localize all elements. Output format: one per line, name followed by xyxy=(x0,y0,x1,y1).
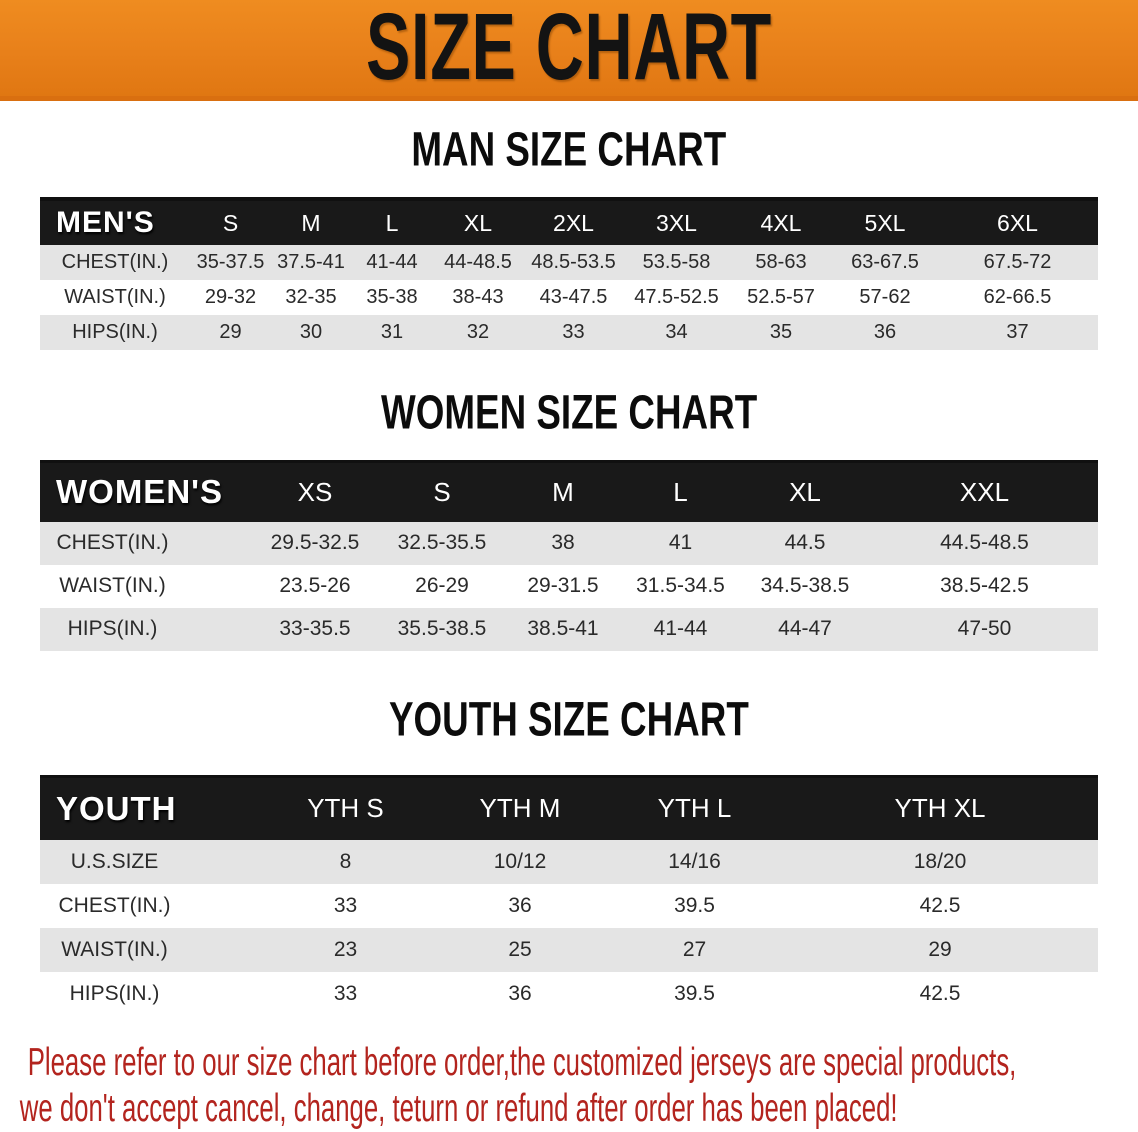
size-column-header: 3XL xyxy=(656,209,697,236)
size-column-header: YTH M xyxy=(479,793,561,824)
size-value: 26-29 xyxy=(415,574,469,597)
size-value: 31 xyxy=(380,321,404,343)
size-value: 23 xyxy=(333,938,358,961)
measurement-label: CHEST(IN.) xyxy=(61,251,169,273)
size-value: 37.5-41 xyxy=(277,251,345,273)
size-value: 10/12 xyxy=(493,850,547,873)
size-value: 37 xyxy=(1006,321,1029,343)
size-value: 58-63 xyxy=(755,251,807,273)
size-column-header: 2XL xyxy=(553,209,594,236)
women-section-heading-text: WOMEN SIZE CHART xyxy=(380,384,758,440)
size-value: 32.5-35.5 xyxy=(397,531,487,554)
measurement-label: U.S.SIZE xyxy=(70,850,159,873)
size-column-header: YTH XL xyxy=(894,793,986,824)
table-corner-label: WOMEN'S xyxy=(56,473,224,511)
size-value: 32-35 xyxy=(285,286,337,308)
size-value: 44.5-48.5 xyxy=(940,531,1029,554)
size-value: 29 xyxy=(219,321,242,343)
size-value: 32 xyxy=(466,321,490,343)
table-row xyxy=(40,928,1098,972)
size-value: 8 xyxy=(339,850,352,873)
size-value: 39.5 xyxy=(674,982,715,1005)
size-column-header: S xyxy=(222,209,239,236)
size-column-header: 4XL xyxy=(760,209,802,236)
size-value: 29-32 xyxy=(204,286,257,308)
size-value: 44.5 xyxy=(784,531,826,554)
measurement-label: WAIST(IN.) xyxy=(61,938,168,961)
table-row xyxy=(40,315,1098,350)
size-value: 48.5-53.5 xyxy=(531,251,616,273)
table-row xyxy=(40,565,1098,608)
table-corner-label: MEN'S xyxy=(56,206,155,239)
size-value: 33 xyxy=(333,894,358,917)
size-value: 47.5-52.5 xyxy=(634,286,719,308)
size-value: 53.5-58 xyxy=(642,251,711,273)
size-value: 44-48.5 xyxy=(444,251,512,273)
size-value: 30 xyxy=(299,321,323,343)
size-value: 42.5 xyxy=(919,982,961,1005)
disclaimer-line-2: we don't accept cancel, change, teturn or refund after order has been placed! xyxy=(19,1087,898,1130)
size-value: 62-66.5 xyxy=(983,286,1052,308)
size-value: 47-50 xyxy=(957,617,1012,640)
size-value: 36 xyxy=(508,982,532,1005)
youth-size-table xyxy=(40,775,1098,1017)
size-value: 29 xyxy=(928,938,952,961)
disclaimer xyxy=(0,1040,1138,1132)
size-chart-banner xyxy=(0,0,1138,101)
table-row xyxy=(40,840,1098,884)
measurement-label: CHEST(IN.) xyxy=(56,531,169,554)
table-row xyxy=(40,884,1098,928)
size-column-header: XS xyxy=(297,476,333,507)
size-value: 35-38 xyxy=(366,286,418,308)
size-column-header: M xyxy=(301,209,321,236)
size-value: 27 xyxy=(682,938,707,961)
size-value: 36 xyxy=(873,321,897,343)
table-row xyxy=(40,245,1098,280)
size-column-header: L xyxy=(385,209,399,236)
measurement-label: HIPS(IN.) xyxy=(72,321,158,343)
table-row xyxy=(40,280,1098,315)
women-section-heading xyxy=(0,386,1138,438)
men-size-table xyxy=(40,197,1098,350)
size-value: 33-35.5 xyxy=(279,617,351,640)
size-value: 33 xyxy=(333,982,358,1005)
size-value: 38.5-41 xyxy=(527,617,599,640)
size-value: 41-44 xyxy=(366,251,418,273)
table-header-row xyxy=(40,462,1098,522)
page-title: SIZE CHART xyxy=(366,0,772,100)
measurement-label: HIPS(IN.) xyxy=(67,617,158,640)
table-row xyxy=(40,972,1098,1016)
measurement-label: HIPS(IN.) xyxy=(69,982,160,1005)
size-value: 41 xyxy=(668,531,693,554)
size-value: 35 xyxy=(769,321,793,343)
size-value: 67.5-72 xyxy=(983,251,1052,273)
measurement-label: WAIST(IN.) xyxy=(64,286,166,308)
table-header-row xyxy=(40,776,1098,840)
size-column-header: XL xyxy=(789,476,821,507)
youth-section-heading xyxy=(0,693,1138,745)
size-value: 14/16 xyxy=(668,850,721,873)
size-value: 23.5-26 xyxy=(279,574,351,597)
size-value: 33 xyxy=(562,321,585,343)
size-value: 41-44 xyxy=(653,617,708,640)
table-header-row xyxy=(40,199,1098,245)
size-column-header: 6XL xyxy=(997,209,1038,236)
size-value: 39.5 xyxy=(674,894,715,917)
size-column-header: M xyxy=(552,476,574,507)
size-column-header: S xyxy=(433,476,451,507)
size-value: 18/20 xyxy=(913,850,967,873)
size-value: 25 xyxy=(508,938,532,961)
measurement-label: WAIST(IN.) xyxy=(59,574,166,597)
size-value: 44-47 xyxy=(778,617,832,640)
size-column-header: L xyxy=(673,476,688,507)
size-value: 38 xyxy=(551,531,575,554)
men-section-heading-text: MAN SIZE CHART xyxy=(411,121,727,177)
size-value: 35.5-38.5 xyxy=(397,617,487,640)
size-column-header: YTH L xyxy=(657,793,732,824)
table-row xyxy=(40,522,1098,565)
measurement-label: CHEST(IN.) xyxy=(58,894,171,917)
table-corner-label: YOUTH xyxy=(56,789,177,827)
size-value: 29-31.5 xyxy=(527,574,599,597)
size-value: 42.5 xyxy=(919,894,961,917)
size-column-header: 5XL xyxy=(864,209,906,236)
size-value: 57-62 xyxy=(859,286,911,308)
women-size-table xyxy=(40,460,1098,651)
size-value: 38-43 xyxy=(452,286,504,308)
size-value: 29.5-32.5 xyxy=(270,531,360,554)
size-value: 35-37.5 xyxy=(196,251,265,273)
size-value: 43-47.5 xyxy=(539,286,608,308)
size-value: 38.5-42.5 xyxy=(940,574,1029,597)
size-column-header: YTH S xyxy=(307,793,384,824)
size-column-header: XXL xyxy=(959,476,1010,507)
youth-section-heading-text: YOUTH SIZE CHART xyxy=(389,691,749,746)
table-row xyxy=(40,608,1098,651)
size-value: 34 xyxy=(665,321,688,343)
size-value: 34.5-38.5 xyxy=(760,574,850,597)
men-section-heading xyxy=(0,123,1138,175)
disclaimer-line-1: Please refer to our size chart before order,the customized jerseys are special products, xyxy=(27,1041,1017,1084)
size-value: 63-67.5 xyxy=(851,251,919,273)
size-value: 31.5-34.5 xyxy=(636,574,725,597)
size-value: 52.5-57 xyxy=(747,286,815,308)
size-column-header: XL xyxy=(463,209,493,236)
size-value: 36 xyxy=(508,894,532,917)
